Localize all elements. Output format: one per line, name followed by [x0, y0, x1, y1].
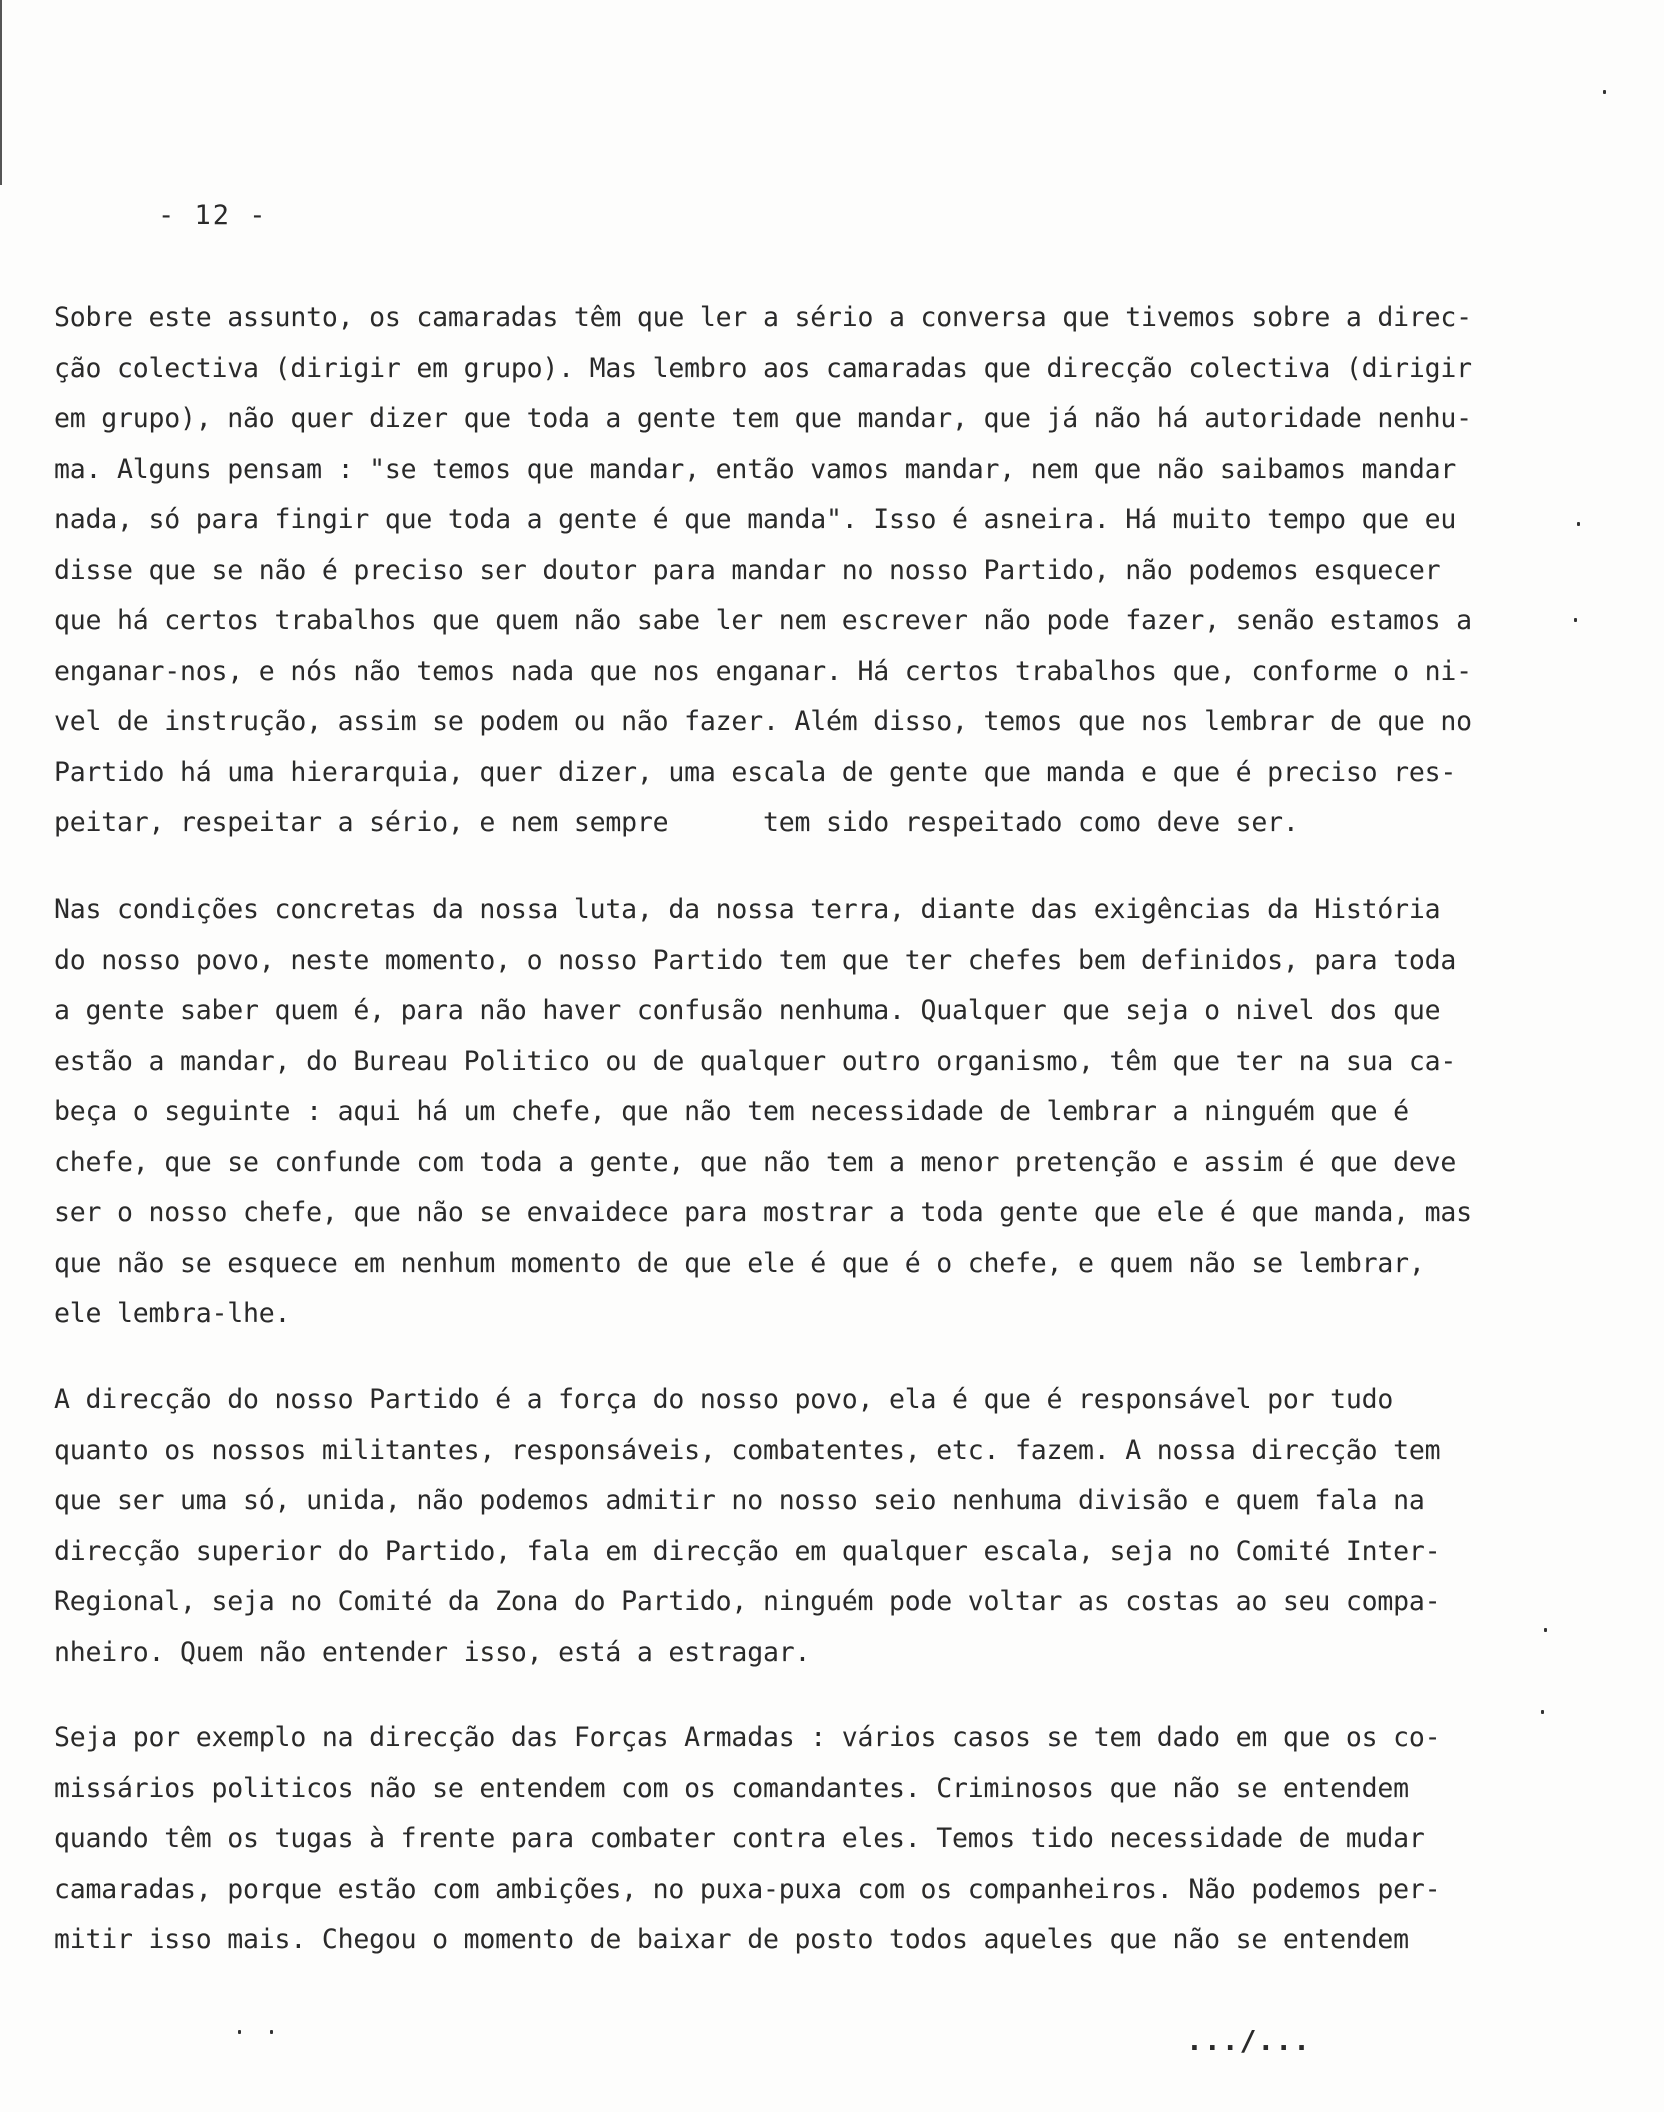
text-line: quando têm os tugas à frente para combater contra eles. Temos tido necessidade de mudar — [54, 1823, 1425, 1854]
text-line: ma. Alguns pensam : "se temos que mandar, então vamos mandar, nem que não saibamos mandar — [54, 453, 1457, 485]
paragraph-4 — [54, 1713, 1464, 1966]
paragraph-1 — [54, 293, 1472, 849]
text-line: disse que se não é preciso ser doutor para mandar no nosso Partido, não podemos esquecer — [54, 554, 1441, 586]
text-line: Nas condições concretas da nossa luta, da nossa terra, diante das exigências da História — [54, 894, 1441, 925]
continuation-mark: .../... — [1186, 2024, 1312, 2057]
text-line: Seja por exemplo na direcção das Forças Armadas : vários casos se tem dado em que os co- — [54, 1722, 1441, 1753]
text-line: peitar, respeitar a sério, e nem sempre tem sido respeitado como deve ser. — [54, 807, 1299, 838]
scan-speck — [1574, 618, 1577, 622]
text-line: em grupo), não quer dizer que toda a gente tem que mandar, que já não há autoridade nenhu- — [54, 403, 1472, 434]
text-line: que há certos trabalhos que quem não sabe ler nem escrever não pode fazer, senão estamos a — [54, 605, 1472, 636]
scan-speck — [238, 2030, 241, 2034]
text-line: estão a mandar, do Bureau Politico ou de qualquer outro organismo, têm que ter na sua ca- — [54, 1045, 1457, 1077]
text-line: vel de instrução, assim se podem ou não fazer. Além disso, temos que nos lembrar de que no — [54, 706, 1472, 737]
text-line: mitir isso mais. Chegou o momento de baixar de posto todos aqueles que não se entendem — [54, 1924, 1409, 1955]
text-line: que não se esquece em nenhum momento de que ele é que é o chefe, e quem não se lembrar, — [54, 1247, 1425, 1279]
scan-edge-line — [0, 0, 2, 185]
scan-speck — [1544, 1628, 1547, 1632]
text-line: missários politicos não se entendem com os comandantes. Criminosos que não se entendem — [54, 1772, 1409, 1804]
text-line: ção colectiva (dirigir em grupo). Mas lembro aos camaradas que direcção colectiva (dirigir — [54, 352, 1472, 384]
text-line: direcção superior do Partido, fala em direcção em qualquer escala, seja no Comité Inter- — [54, 1535, 1441, 1567]
text-line: que ser uma só, unida, não podemos admitir no nosso seio nenhuma divisão e quem fala na — [54, 1485, 1425, 1516]
text-line: beça o seguinte : aqui há um chefe, que não tem necessidade de lembrar a ninguém que é — [54, 1096, 1409, 1127]
scan-speck — [270, 2030, 273, 2034]
scan-speck — [1577, 522, 1580, 526]
text-line: a gente saber quem é, para não haver confusão nenhuma. Qualquer que seja o nivel dos que — [54, 995, 1441, 1026]
text-line: ele lembra-lhe. — [54, 1298, 291, 1329]
text-line: nada, só para fingir que toda a gente é que manda". Isso é asneira. Há muito tempo que eu — [54, 504, 1457, 535]
text-line: camaradas, porque estão com ambições, no puxa-puxa com os companheiros. Não podemos per- — [54, 1873, 1441, 1905]
text-line: A direcção do nosso Partido é a força do nosso povo, ela é que é responsável por tudo — [54, 1384, 1394, 1415]
text-line: enganar-nos, e nós não temos nada que nos enganar. Há certos trabalhos que, conforme o ni- — [54, 655, 1472, 687]
text-line: Sobre este assunto, os camaradas têm que ler a sério a conversa que tivemos sobre a direc- — [54, 302, 1472, 333]
scan-speck — [1603, 90, 1606, 94]
scan-speck — [1541, 1710, 1544, 1714]
text-line: ser o nosso chefe, que não se envaidece para mostrar a toda gente que ele é que manda, mas — [54, 1197, 1472, 1228]
paragraph-3 — [54, 1375, 1464, 1678]
text-line: Partido há uma hierarquia, quer dizer, uma escala de gente que manda e que é preciso res- — [54, 756, 1457, 788]
text-line: do nosso povo, neste momento, o nosso Partido tem que ter chefes bem definidos, para toda — [54, 944, 1457, 976]
text-line: chefe, que se confunde com toda a gente, que não tem a menor pretenção e assim é que deve — [54, 1146, 1457, 1178]
text-line: nheiro. Quem não entender isso, está a estragar. — [54, 1636, 811, 1668]
text-line: Regional, seja no Comité da Zona do Partido, ninguém pode voltar as costas ao seu compa- — [54, 1586, 1441, 1617]
text-line: quanto os nossos militantes, responsáveis, combatentes, etc. fazem. A nossa direcção tem — [54, 1434, 1441, 1466]
paragraph-2 — [54, 885, 1472, 1340]
page-number: - 12 - — [158, 200, 268, 231]
